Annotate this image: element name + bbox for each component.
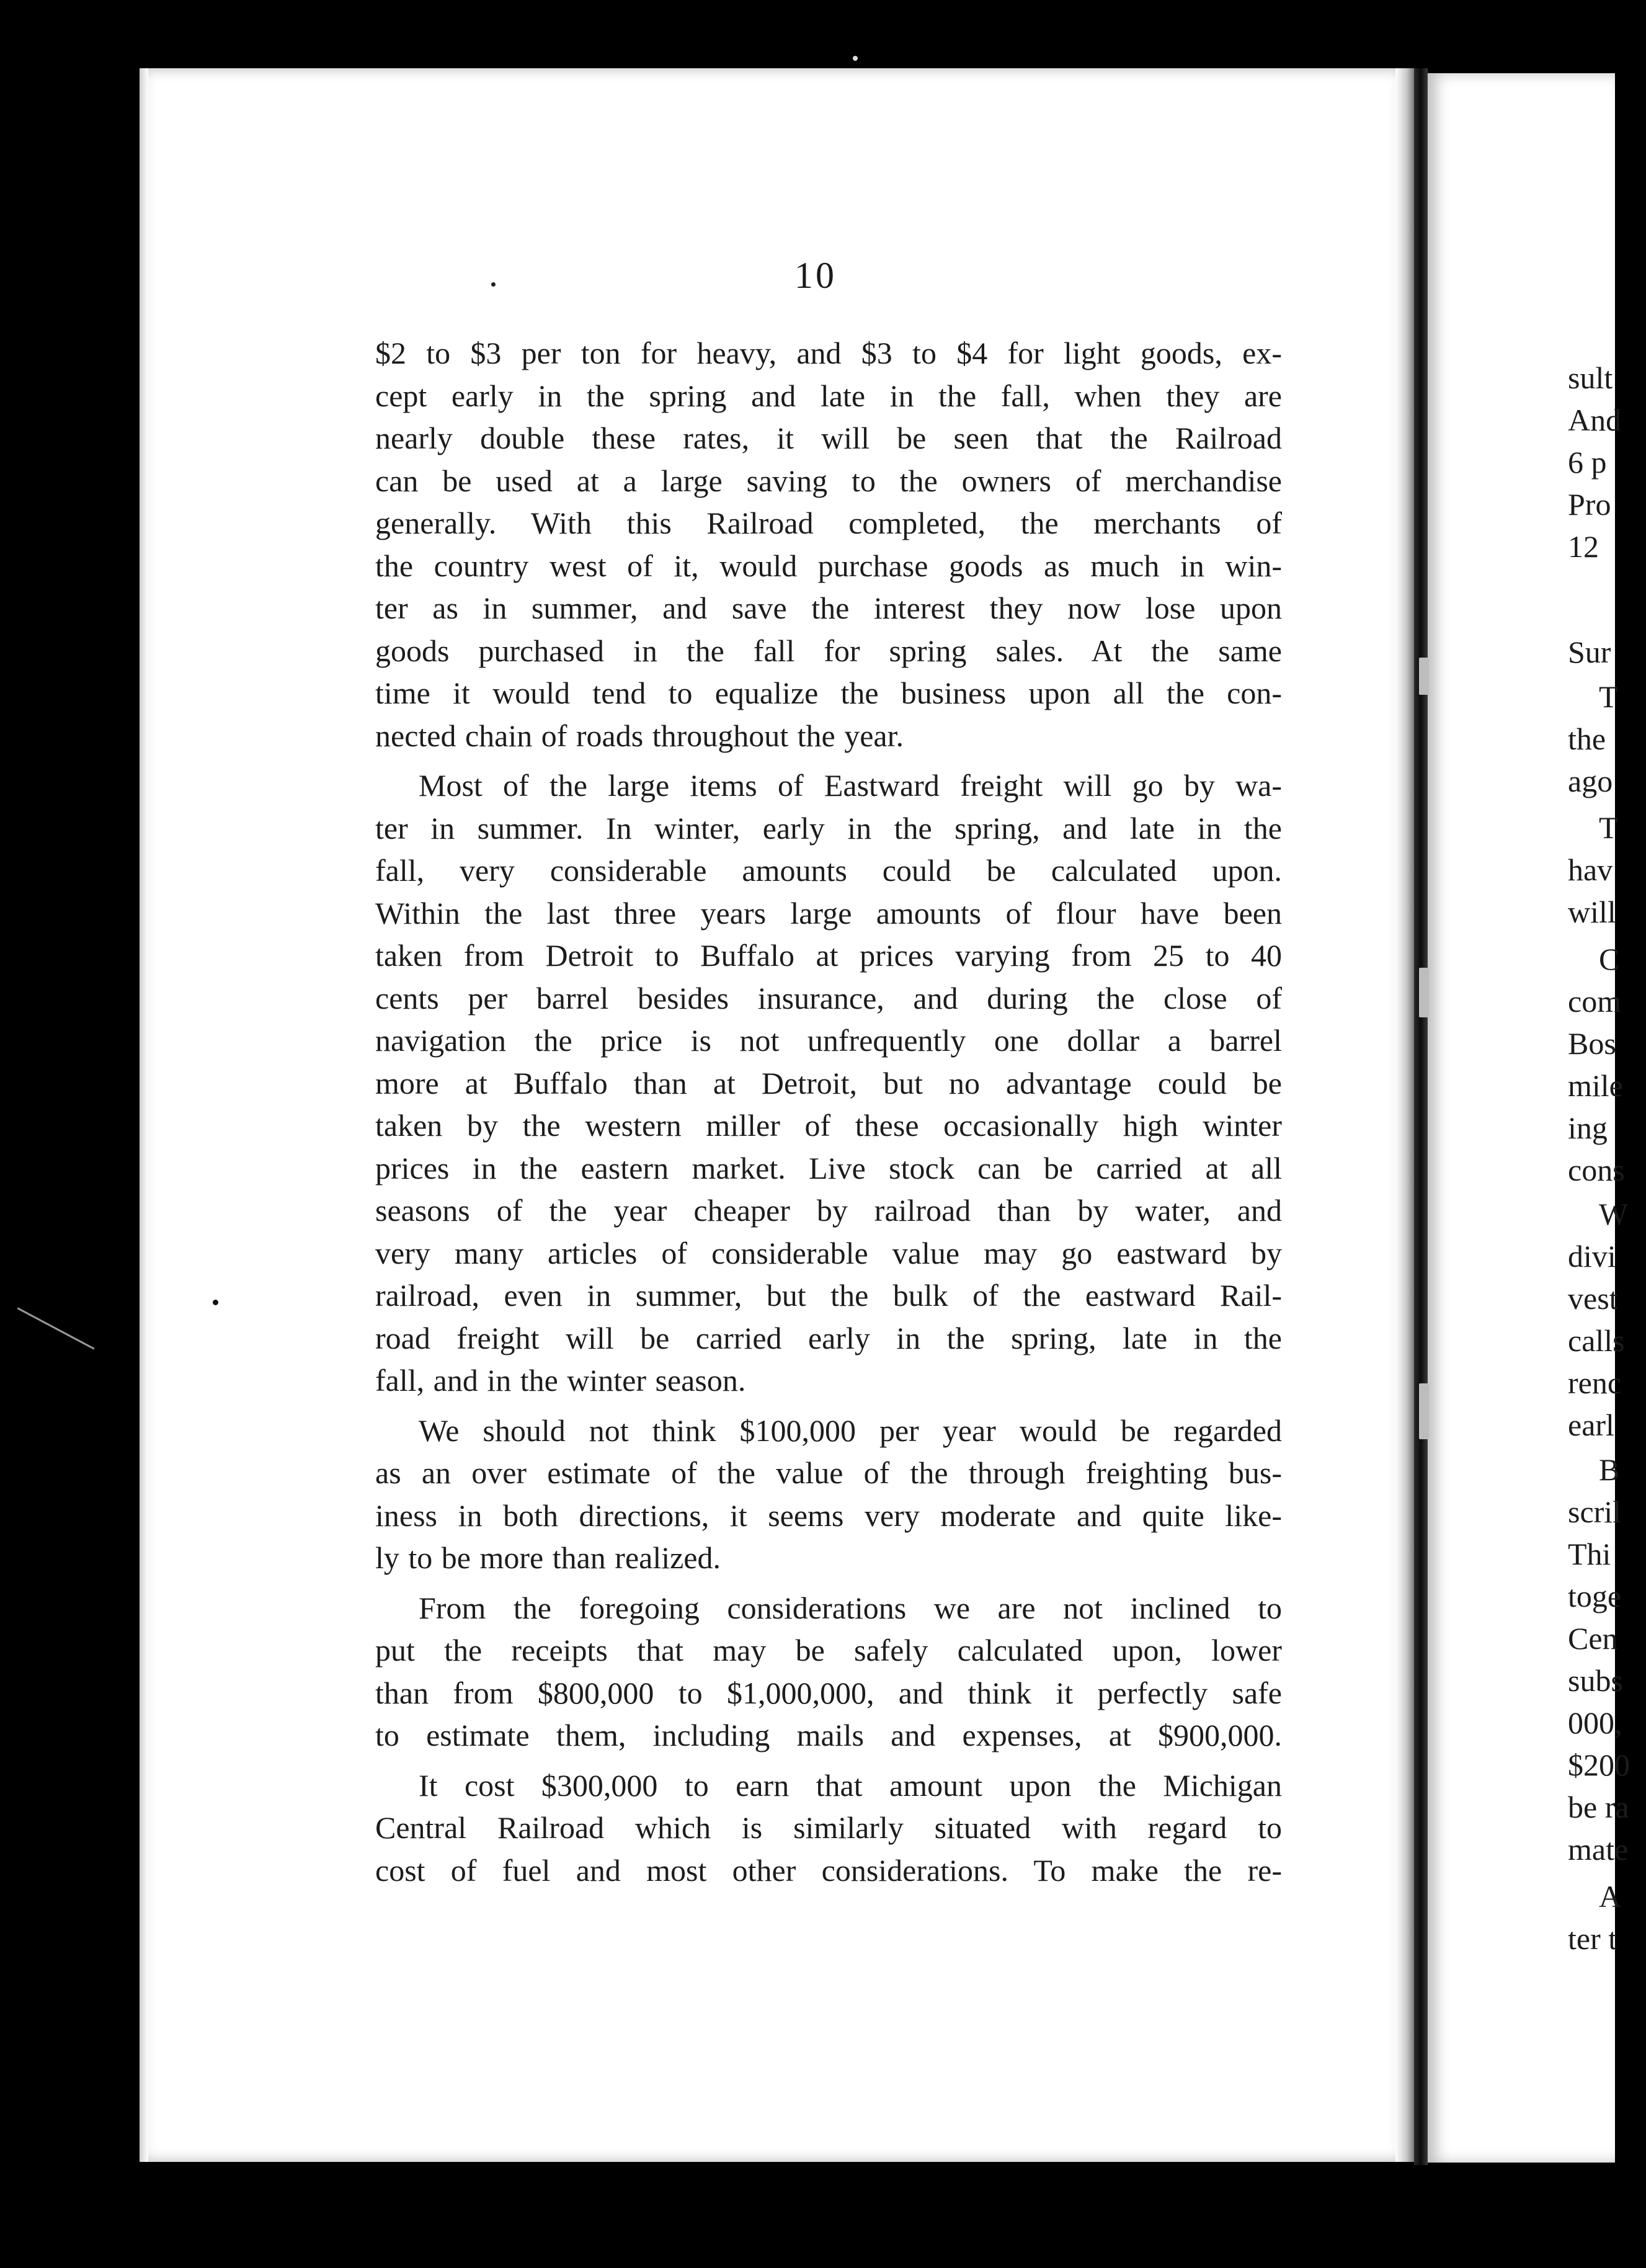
text-line: iness in both directions, it seems very moderate and quite like- xyxy=(375,1498,1282,1533)
facing-page-fragment: calls xyxy=(1568,1323,1625,1358)
page-edge-shadow xyxy=(140,68,148,2162)
facing-page-fragment: hav xyxy=(1568,852,1613,887)
text-line: fall, and in the winter season. xyxy=(375,1363,746,1398)
facing-page-fragment: com xyxy=(1568,984,1622,1019)
facing-page-fragment: renc xyxy=(1568,1365,1622,1400)
page-number: 10 xyxy=(794,255,837,296)
text-line: navigation the price is not unfrequently one dollar a barrel xyxy=(375,1023,1282,1058)
facing-page-fragment: Pro xyxy=(1568,487,1611,522)
facing-page-fragment: ter t xyxy=(1568,1921,1617,1956)
facing-page-fragment: scril xyxy=(1568,1494,1622,1529)
text-line: It cost $300,000 to earn that amount upon the Michigan xyxy=(419,1767,1282,1803)
text-line: to estimate them, including mails and expenses, at $900,000. xyxy=(375,1718,1282,1752)
text-line: prices in the eastern market. Live stock can be carried at all xyxy=(375,1150,1282,1185)
text-line: generally. With this Railroad completed, the merchants of xyxy=(375,506,1282,540)
facing-page-fragment: mate xyxy=(1568,1832,1629,1867)
text-line: fall, very considerable amounts could be calculated upon. xyxy=(375,853,1282,888)
text-line: nearly double these rates, it will be seen that the Railroad xyxy=(375,421,1282,455)
facing-page-fragment: mile xyxy=(1568,1068,1623,1103)
book-gutter xyxy=(1414,68,1428,2165)
facing-page-fragment: 000, xyxy=(1568,1705,1622,1740)
facing-page-fragment: be ra xyxy=(1568,1790,1629,1824)
facing-page-fragment: toge xyxy=(1568,1579,1622,1614)
text-line: Central Railroad which is similarly situated with regard to xyxy=(375,1810,1282,1845)
text-line: nected chain of roads throughout the year. xyxy=(375,718,904,753)
facing-page-fragment: A xyxy=(1599,1879,1622,1914)
facing-page-fragment: ago xyxy=(1568,764,1613,798)
ink-speck xyxy=(491,282,496,287)
facing-page-fragment: 6 p xyxy=(1568,445,1607,480)
text-line: more at Buffalo than at Detroit, but no advantage could be xyxy=(375,1065,1282,1101)
facing-page-fragment: Cen xyxy=(1568,1621,1618,1656)
text-line: cept early in the spring and late in the fall, when they are xyxy=(375,378,1282,413)
text-line: the country west of it, would purchase goods as much in win- xyxy=(375,548,1282,583)
facing-page-fragment: W xyxy=(1599,1197,1629,1231)
facing-page-fragment: subs xyxy=(1568,1663,1623,1698)
facing-page-fragment: T xyxy=(1599,679,1618,714)
facing-page-fragment: $200 xyxy=(1568,1748,1630,1782)
facing-page-fragment: the xyxy=(1568,721,1606,756)
text-line: very many articles of considerable value may go eastward by xyxy=(375,1235,1282,1270)
scan-artifact xyxy=(17,1307,94,1349)
text-line: put the receipts that may be safely calculated upon, lower xyxy=(375,1633,1282,1668)
facing-page-fragment: vest xyxy=(1568,1281,1618,1316)
text-line: ly to be more than realized. xyxy=(375,1540,721,1575)
text-line: From the foregoing considerations we are not inclined to xyxy=(419,1590,1282,1625)
text-line: ter in summer. In winter, early in the spring, and late in the xyxy=(375,810,1282,846)
text-line: cost of fuel and most other considerations. To make the re- xyxy=(375,1852,1282,1888)
facing-page-fragment: cons xyxy=(1568,1153,1625,1187)
text-line: Within the last three years large amounts of flour have been xyxy=(375,895,1282,931)
facing-page-fragment: will xyxy=(1568,895,1616,929)
text-line: ter as in summer, and save the interest they now lose upon xyxy=(375,591,1282,625)
text-line: cents per barrel besides insurance, and during the close of xyxy=(375,980,1282,1016)
facing-page-fragment: 12 xyxy=(1568,529,1599,564)
text-line: road freight will be carried early in the spring, late in the xyxy=(375,1320,1282,1355)
facing-page-fragment: T xyxy=(1599,810,1618,845)
facing-page-fragment: earl xyxy=(1568,1408,1614,1442)
text-line: We should not think $100,000 per year would be regarded xyxy=(419,1413,1282,1448)
facing-page-fragment: B xyxy=(1599,1452,1620,1487)
facing-page-fragment: ing xyxy=(1568,1110,1608,1145)
text-line: $2 to $3 per ton for heavy, and $3 to $4 for light goods, ex- xyxy=(375,336,1282,370)
facing-page-fragment: Bos xyxy=(1568,1026,1616,1061)
ink-speck xyxy=(213,1300,218,1305)
facing-page-fragment: C xyxy=(1599,942,1620,976)
text-line: taken by the western miller of these occasionally high winter xyxy=(375,1108,1282,1143)
facing-page-fragment: Thi xyxy=(1568,1537,1611,1571)
text-line: Most of the large items of Eastward freight will go by wa- xyxy=(419,768,1282,803)
page-tab-mark xyxy=(1419,1383,1429,1439)
page-edge-shadow-right xyxy=(1395,68,1414,2162)
text-line: railroad, even in summer, but the bulk of the eastward Rail- xyxy=(375,1278,1282,1313)
text-line: as an over estimate of the value of the through freighting bus- xyxy=(375,1455,1282,1490)
text-line: can be used at a large saving to the owners of merchandise xyxy=(375,463,1282,498)
scan-artifact xyxy=(853,56,858,61)
page-tab-mark xyxy=(1419,658,1429,695)
page-tab-mark xyxy=(1419,968,1429,1017)
page-body-text xyxy=(375,332,1282,1891)
text-line: seasons of the year cheaper by railroad than by water, and xyxy=(375,1193,1282,1228)
text-line: time it would tend to equalize the business upon all the con- xyxy=(375,676,1282,710)
text-line: taken from Detroit to Buffalo at prices varying from 25 to 40 xyxy=(375,938,1282,973)
facing-page-fragment: And xyxy=(1568,403,1622,437)
facing-page-fragment: Sur xyxy=(1568,635,1611,669)
text-line: than from $800,000 to $1,000,000, and think it perfectly safe xyxy=(375,1675,1282,1710)
text-line: goods purchased in the fall for spring sales. At the same xyxy=(375,633,1282,668)
facing-page-fragment: sult xyxy=(1568,360,1613,395)
facing-page-fragment: divi xyxy=(1568,1239,1616,1274)
